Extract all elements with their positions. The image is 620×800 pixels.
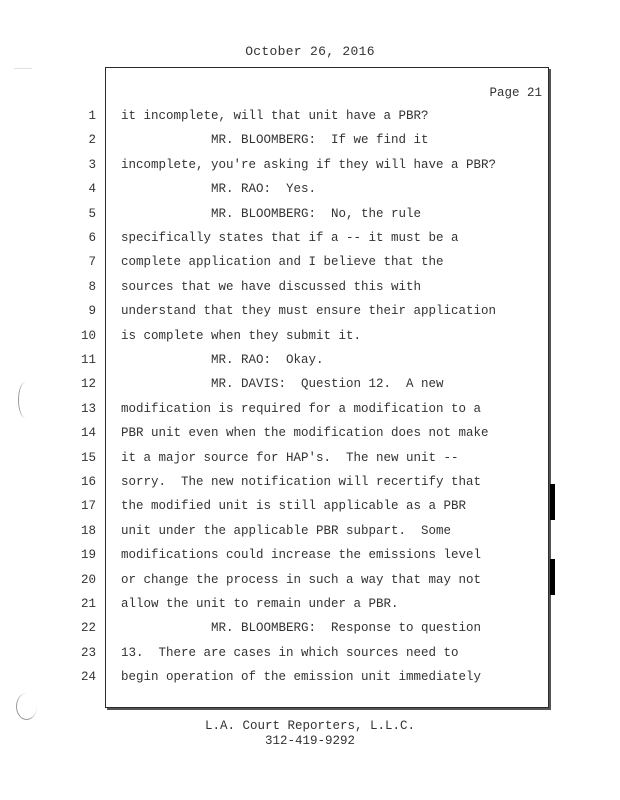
transcript-line: the modified unit is still applicable as a PBR (121, 499, 467, 513)
scan-artifact (14, 68, 32, 87)
transcript-line: MR. RAO: Yes. (121, 182, 317, 196)
transcript-line: 13. There are cases in which sources need to (121, 646, 459, 660)
line-number: 14 (80, 426, 96, 440)
transcript-line: modification is required for a modification to a (121, 402, 482, 416)
line-number: 11 (80, 353, 96, 367)
transcript-line: begin operation of the emission unit immediately (121, 670, 482, 684)
revision-bar (550, 559, 555, 595)
line-number: 7 (88, 255, 96, 269)
transcript-line: unit under the applicable PBR subpart. Some (121, 524, 452, 538)
transcript-line: is complete when they submit it. (121, 329, 362, 343)
transcript-line: MR. DAVIS: Question 12. A new (121, 377, 444, 391)
revision-bar (550, 484, 555, 520)
transcript-line: PBR unit even when the modification does not make (121, 426, 489, 440)
line-number: 21 (80, 597, 96, 611)
line-number: 9 (88, 304, 96, 318)
line-number: 17 (80, 499, 96, 513)
line-number: 5 (88, 207, 96, 221)
page-number: Page 21 (489, 86, 542, 100)
transcript-line: it incomplete, will that unit have a PBR? (121, 109, 429, 123)
line-number: 2 (88, 133, 96, 147)
reporter-company: L.A. Court Reporters, L.L.C. (204, 719, 416, 733)
transcript-line: MR. BLOOMBERG: If we find it (121, 133, 429, 147)
line-number: 4 (88, 182, 96, 196)
transcript-line: MR. BLOOMBERG: Response to question (121, 621, 482, 635)
line-number: 1 (88, 109, 96, 123)
line-number: 8 (88, 280, 96, 294)
transcript-line: MR. RAO: Okay. (121, 353, 324, 367)
line-number: 20 (80, 573, 96, 587)
transcript-line: it a major source for HAP's. The new unit -- (121, 451, 459, 465)
transcript-line: incomplete, you're asking if they will have a PBR? (121, 158, 497, 172)
line-number: 23 (80, 646, 96, 660)
transcript-line: MR. BLOOMBERG: No, the rule (121, 207, 422, 221)
line-number: 19 (80, 548, 96, 562)
punch-hole-mark (18, 382, 33, 418)
reporter-phone: 312-419-9292 (264, 734, 355, 748)
transcript-line: or change the process in such a way that may not (121, 573, 482, 587)
transcript-line: modifications could increase the emissions level (121, 548, 482, 562)
transcript-line: specifically states that if a -- it must be a (121, 231, 459, 245)
transcript-line: understand that they must ensure their application (121, 304, 497, 318)
transcript-line: sorry. The new notification will recertify that (121, 475, 482, 489)
line-number: 18 (80, 524, 96, 538)
line-number: 6 (88, 231, 96, 245)
line-number: 15 (80, 451, 96, 465)
punch-hole-mark (16, 693, 37, 720)
transcript-line: allow the unit to remain under a PBR. (121, 597, 399, 611)
line-number: 22 (80, 621, 96, 635)
line-number: 24 (80, 670, 96, 684)
transcript-line: complete application and I believe that the (121, 255, 444, 269)
line-number: 10 (80, 329, 96, 343)
line-number: 16 (80, 475, 96, 489)
line-number: 13 (80, 402, 96, 416)
line-number: 3 (88, 158, 96, 172)
line-number: 12 (80, 377, 96, 391)
transcript-line: sources that we have discussed this with (121, 280, 422, 294)
transcript-date: October 26, 2016 (245, 44, 375, 59)
